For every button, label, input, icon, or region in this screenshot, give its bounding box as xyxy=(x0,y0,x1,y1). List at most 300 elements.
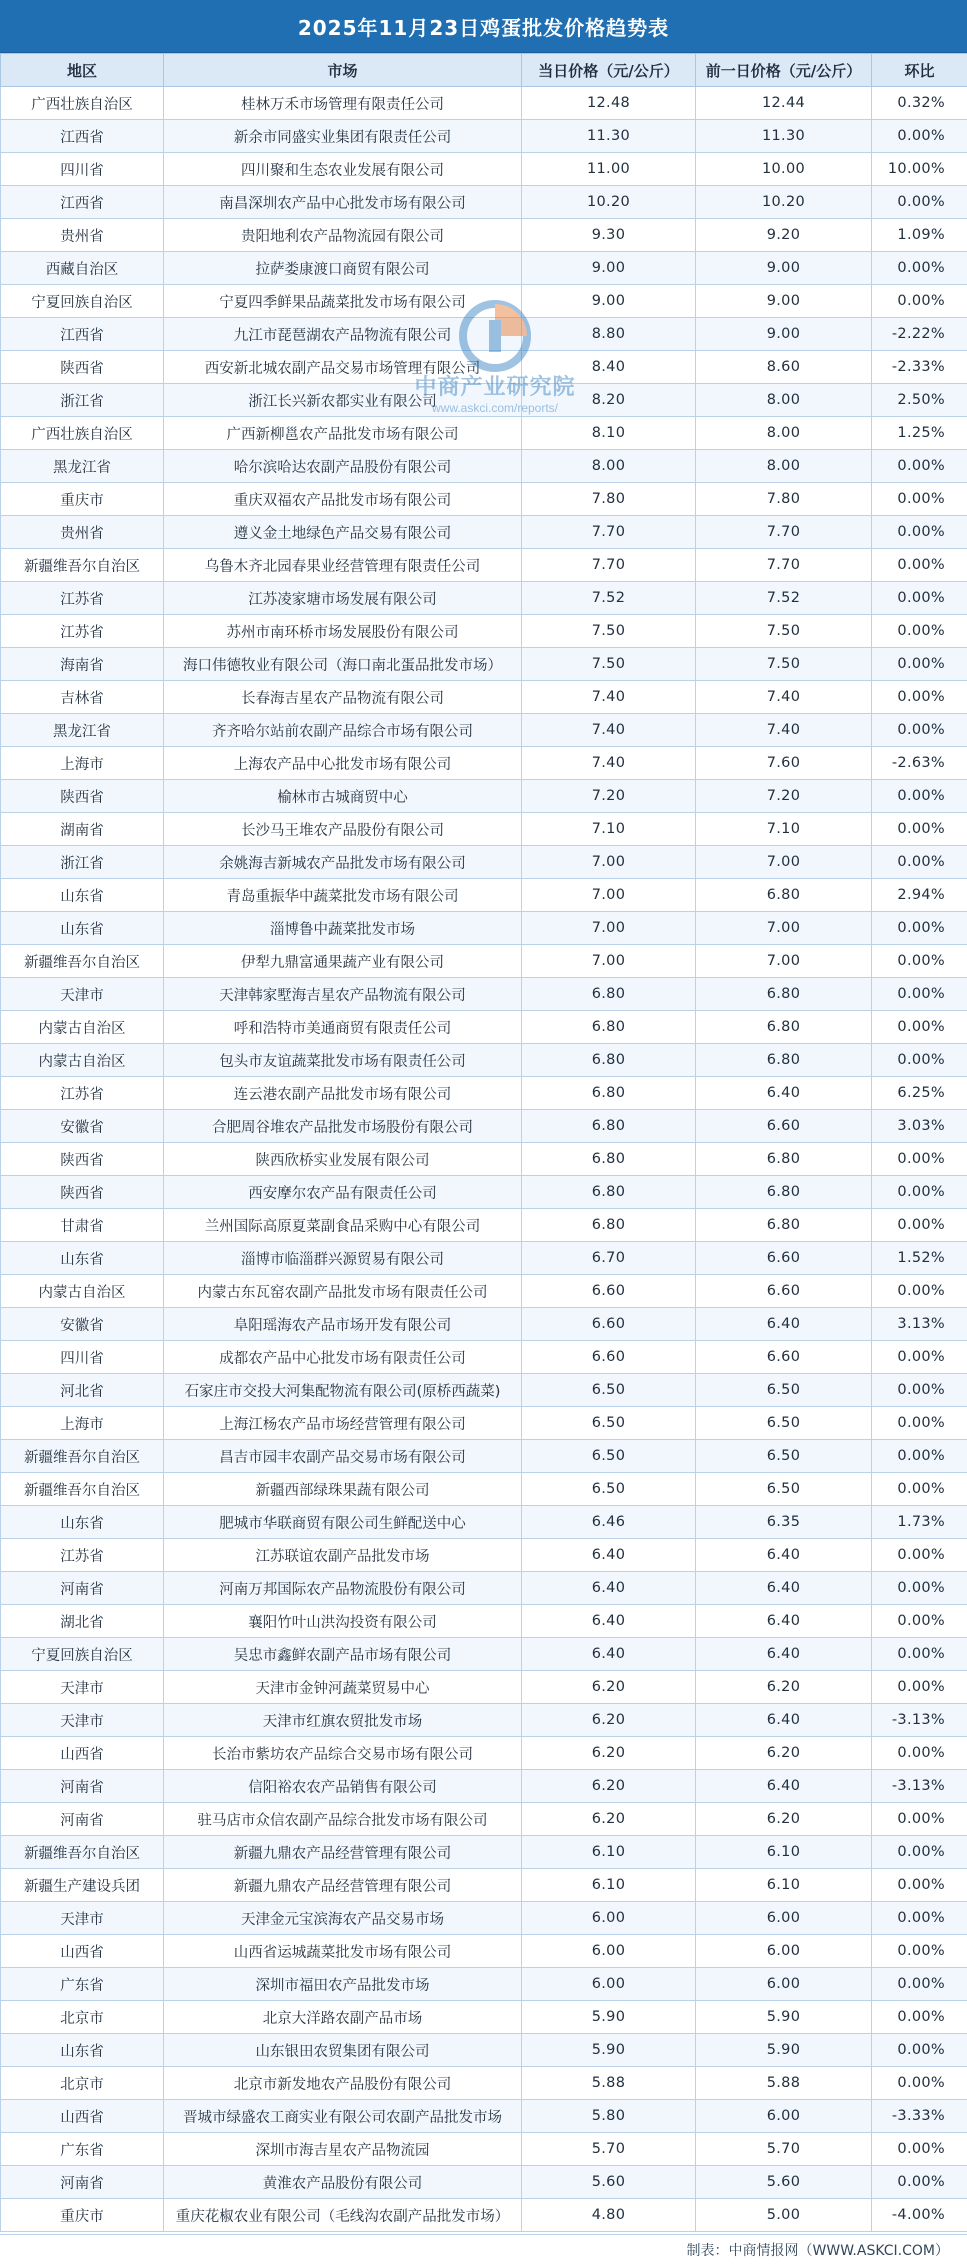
cell-today-price: 6.46 xyxy=(522,1506,696,1539)
cell-prev-price: 5.00 xyxy=(696,2199,872,2232)
table-row xyxy=(1,2001,967,2034)
table-row xyxy=(1,351,967,384)
cell-market: 榆林市古城商贸中心 xyxy=(164,780,522,813)
cell-market: 上海农产品中心批发市场有限公司 xyxy=(164,747,522,780)
cell-region: 山东省 xyxy=(1,912,164,945)
cell-market: 九江市琵琶湖农产品物流有限公司 xyxy=(164,318,522,351)
cell-market: 深圳市福田农产品批发市场 xyxy=(164,1968,522,2001)
table-row xyxy=(1,153,967,186)
cell-today-price: 10.20 xyxy=(522,186,696,219)
cell-today-price: 7.40 xyxy=(522,747,696,780)
cell-prev-price: 8.00 xyxy=(696,417,872,450)
cell-change: 0.00% xyxy=(872,1176,967,1209)
cell-change: 0.00% xyxy=(872,978,967,1011)
cell-prev-price: 6.80 xyxy=(696,978,872,1011)
cell-prev-price: 6.40 xyxy=(696,1770,872,1803)
cell-region: 山西省 xyxy=(1,1935,164,1968)
table-row xyxy=(1,516,967,549)
cell-change: -3.13% xyxy=(872,1770,967,1803)
cell-change: -2.22% xyxy=(872,318,967,351)
cell-change: 0.00% xyxy=(872,780,967,813)
cell-change: 1.25% xyxy=(872,417,967,450)
table-row xyxy=(1,681,967,714)
cell-prev-price: 7.50 xyxy=(696,648,872,681)
table-row xyxy=(1,1605,967,1638)
cell-region: 四川省 xyxy=(1,153,164,186)
cell-market: 阜阳瑶海农产品市场开发有限公司 xyxy=(164,1308,522,1341)
cell-today-price: 7.10 xyxy=(522,813,696,846)
cell-market: 石家庄市交投大河集配物流有限公司(原桥西蔬菜) xyxy=(164,1374,522,1407)
cell-region: 河南省 xyxy=(1,1572,164,1605)
table-header xyxy=(1,54,967,87)
table-row xyxy=(1,1638,967,1671)
cell-region: 宁夏回族自治区 xyxy=(1,285,164,318)
cell-today-price: 7.40 xyxy=(522,714,696,747)
cell-change: 0.00% xyxy=(872,2166,967,2199)
cell-prev-price: 7.80 xyxy=(696,483,872,516)
cell-region: 河南省 xyxy=(1,1803,164,1836)
table-row xyxy=(1,912,967,945)
cell-today-price: 6.50 xyxy=(522,1407,696,1440)
cell-today-price: 7.50 xyxy=(522,615,696,648)
cell-market: 晋城市绿盛农工商实业有限公司农副产品批发市场 xyxy=(164,2100,522,2133)
cell-change: 0.00% xyxy=(872,1011,967,1044)
cell-region: 上海市 xyxy=(1,1407,164,1440)
cell-today-price: 12.48 xyxy=(522,87,696,120)
cell-market: 长沙马王堆农产品股份有限公司 xyxy=(164,813,522,846)
cell-today-price: 11.00 xyxy=(522,153,696,186)
cell-prev-price: 6.00 xyxy=(696,1902,872,1935)
cell-change: 0.00% xyxy=(872,1803,967,1836)
cell-change: 0.00% xyxy=(872,1935,967,1968)
cell-prev-price: 7.50 xyxy=(696,615,872,648)
table-row xyxy=(1,1935,967,1968)
table-row xyxy=(1,1044,967,1077)
cell-market: 江苏联谊农副产品批发市场 xyxy=(164,1539,522,1572)
cell-region: 甘肃省 xyxy=(1,1209,164,1242)
cell-today-price: 11.30 xyxy=(522,120,696,153)
cell-market: 上海江杨农产品市场经营管理有限公司 xyxy=(164,1407,522,1440)
table-row xyxy=(1,1704,967,1737)
cell-today-price: 9.00 xyxy=(522,252,696,285)
cell-prev-price: 7.10 xyxy=(696,813,872,846)
cell-change: 0.00% xyxy=(872,2067,967,2100)
cell-region: 西藏自治区 xyxy=(1,252,164,285)
cell-region: 天津市 xyxy=(1,1671,164,1704)
cell-change: 0.00% xyxy=(872,1869,967,1902)
cell-change: 0.00% xyxy=(872,1473,967,1506)
table-row xyxy=(1,2199,967,2232)
table-row xyxy=(1,1968,967,2001)
cell-market: 淄博市临淄群兴源贸易有限公司 xyxy=(164,1242,522,1275)
cell-market: 伊犁九鼎富通果蔬产业有限公司 xyxy=(164,945,522,978)
table-row xyxy=(1,318,967,351)
cell-prev-price: 6.00 xyxy=(696,1935,872,1968)
cell-market: 兰州国际高原夏菜副食品采购中心有限公司 xyxy=(164,1209,522,1242)
cell-market: 驻马店市众信农副产品综合批发市场有限公司 xyxy=(164,1803,522,1836)
cell-market: 天津韩家墅海吉星农产品物流有限公司 xyxy=(164,978,522,1011)
cell-prev-price: 5.88 xyxy=(696,2067,872,2100)
cell-today-price: 7.52 xyxy=(522,582,696,615)
table-row xyxy=(1,846,967,879)
cell-prev-price: 12.44 xyxy=(696,87,872,120)
cell-market: 长春海吉星农产品物流有限公司 xyxy=(164,681,522,714)
cell-today-price: 6.80 xyxy=(522,1110,696,1143)
cell-region: 山东省 xyxy=(1,1506,164,1539)
cell-change: 0.00% xyxy=(872,2034,967,2067)
cell-market: 山西省运城蔬菜批发市场有限公司 xyxy=(164,1935,522,1968)
cell-change: 0.00% xyxy=(872,1143,967,1176)
cell-change: -4.00% xyxy=(872,2199,967,2232)
cell-region: 山西省 xyxy=(1,2100,164,2133)
cell-market: 新余市同盛实业集团有限责任公司 xyxy=(164,120,522,153)
cell-prev-price: 9.00 xyxy=(696,252,872,285)
cell-region: 吉林省 xyxy=(1,681,164,714)
cell-change: 3.03% xyxy=(872,1110,967,1143)
cell-prev-price: 6.50 xyxy=(696,1473,872,1506)
cell-today-price: 6.80 xyxy=(522,978,696,1011)
cell-prev-price: 6.50 xyxy=(696,1407,872,1440)
cell-change: 0.00% xyxy=(872,120,967,153)
cell-today-price: 8.00 xyxy=(522,450,696,483)
cell-region: 山西省 xyxy=(1,1737,164,1770)
cell-region: 新疆维吾尔自治区 xyxy=(1,549,164,582)
cell-change: 0.00% xyxy=(872,714,967,747)
cell-region: 安徽省 xyxy=(1,1308,164,1341)
cell-change: 2.94% xyxy=(872,879,967,912)
cell-today-price: 8.40 xyxy=(522,351,696,384)
cell-prev-price: 9.20 xyxy=(696,219,872,252)
cell-region: 广西壮族自治区 xyxy=(1,417,164,450)
table-row xyxy=(1,1539,967,1572)
cell-market: 黄淮农产品股份有限公司 xyxy=(164,2166,522,2199)
cell-change: -3.33% xyxy=(872,2100,967,2133)
cell-market: 陕西欣桥实业发展有限公司 xyxy=(164,1143,522,1176)
table-row xyxy=(1,2133,967,2166)
cell-today-price: 5.80 xyxy=(522,2100,696,2133)
cell-region: 重庆市 xyxy=(1,2199,164,2232)
cell-change: 0.00% xyxy=(872,945,967,978)
cell-change: 0.00% xyxy=(872,483,967,516)
cell-region: 黑龙江省 xyxy=(1,714,164,747)
cell-region: 江西省 xyxy=(1,318,164,351)
cell-change: 0.32% xyxy=(872,87,967,120)
cell-market: 四川聚和生态农业发展有限公司 xyxy=(164,153,522,186)
cell-prev-price: 6.20 xyxy=(696,1671,872,1704)
cell-prev-price: 7.40 xyxy=(696,681,872,714)
cell-today-price: 6.20 xyxy=(522,1803,696,1836)
table-row xyxy=(1,780,967,813)
table-row xyxy=(1,1242,967,1275)
cell-market: 西安摩尔农产品有限责任公司 xyxy=(164,1176,522,1209)
cell-today-price: 8.20 xyxy=(522,384,696,417)
cell-change: 2.50% xyxy=(872,384,967,417)
cell-region: 陕西省 xyxy=(1,351,164,384)
cell-market: 西安新北城农副产品交易市场管理有限公司 xyxy=(164,351,522,384)
cell-market: 青岛重振华中蔬菜批发市场有限公司 xyxy=(164,879,522,912)
watermark-url: www.askci.com/reports/ xyxy=(431,401,559,415)
cell-today-price: 6.00 xyxy=(522,1968,696,2001)
cell-market: 天津市金钟河蔬菜贸易中心 xyxy=(164,1671,522,1704)
cell-change: 0.00% xyxy=(872,516,967,549)
cell-market: 江苏凌家塘市场发展有限公司 xyxy=(164,582,522,615)
cell-today-price: 6.10 xyxy=(522,1869,696,1902)
cell-region: 江西省 xyxy=(1,120,164,153)
table-row xyxy=(1,252,967,285)
cell-prev-price: 6.20 xyxy=(696,1737,872,1770)
cell-change: 0.00% xyxy=(872,1341,967,1374)
cell-today-price: 7.80 xyxy=(522,483,696,516)
cell-change: 0.00% xyxy=(872,1836,967,1869)
cell-prev-price: 6.80 xyxy=(696,1176,872,1209)
cell-change: 1.52% xyxy=(872,1242,967,1275)
cell-region: 湖南省 xyxy=(1,813,164,846)
table-row xyxy=(1,1836,967,1869)
cell-today-price: 6.40 xyxy=(522,1605,696,1638)
cell-market: 新疆西部绿珠果蔬有限公司 xyxy=(164,1473,522,1506)
cell-today-price: 6.20 xyxy=(522,1704,696,1737)
table-row xyxy=(1,615,967,648)
table-row xyxy=(1,747,967,780)
header-row xyxy=(1,54,967,87)
cell-region: 浙江省 xyxy=(1,384,164,417)
cell-prev-price: 5.60 xyxy=(696,2166,872,2199)
cell-change: 0.00% xyxy=(872,912,967,945)
cell-change: 0.00% xyxy=(872,1407,967,1440)
cell-prev-price: 8.00 xyxy=(696,384,872,417)
cell-market: 包头市友谊蔬菜批发市场有限责任公司 xyxy=(164,1044,522,1077)
cell-region: 广东省 xyxy=(1,2133,164,2166)
table-row xyxy=(1,1473,967,1506)
cell-prev-price: 6.20 xyxy=(696,1803,872,1836)
cell-change: 10.00% xyxy=(872,153,967,186)
cell-change: 0.00% xyxy=(872,813,967,846)
cell-today-price: 6.40 xyxy=(522,1572,696,1605)
cell-prev-price: 6.50 xyxy=(696,1374,872,1407)
cell-today-price: 6.00 xyxy=(522,1902,696,1935)
table-row xyxy=(1,1869,967,1902)
cell-today-price: 7.70 xyxy=(522,516,696,549)
cell-prev-price: 6.40 xyxy=(696,1638,872,1671)
cell-market: 天津金元宝滨海农产品交易市场 xyxy=(164,1902,522,1935)
cell-change: 0.00% xyxy=(872,1440,967,1473)
cell-prev-price: 6.80 xyxy=(696,1209,872,1242)
table-row xyxy=(1,186,967,219)
cell-today-price: 5.90 xyxy=(522,2034,696,2067)
cell-prev-price: 6.80 xyxy=(696,1044,872,1077)
cell-market: 贵阳地利农产品物流园有限公司 xyxy=(164,219,522,252)
cell-prev-price: 8.00 xyxy=(696,450,872,483)
cell-market: 新疆九鼎农产品经营管理有限公司 xyxy=(164,1869,522,1902)
cell-change: 0.00% xyxy=(872,2133,967,2166)
cell-prev-price: 6.60 xyxy=(696,1242,872,1275)
cell-market: 深圳市海吉星农产品物流园 xyxy=(164,2133,522,2166)
cell-market: 昌吉市园丰农副产品交易市场有限公司 xyxy=(164,1440,522,1473)
cell-today-price: 6.50 xyxy=(522,1473,696,1506)
header-change: 环比 xyxy=(872,54,967,87)
cell-change: 0.00% xyxy=(872,1275,967,1308)
table-row xyxy=(1,1902,967,1935)
table-row xyxy=(1,2166,967,2199)
cell-region: 浙江省 xyxy=(1,846,164,879)
cell-today-price: 6.20 xyxy=(522,1737,696,1770)
cell-region: 陕西省 xyxy=(1,780,164,813)
cell-prev-price: 5.70 xyxy=(696,2133,872,2166)
cell-region: 北京市 xyxy=(1,2001,164,2034)
cell-today-price: 6.80 xyxy=(522,1176,696,1209)
cell-change: -3.13% xyxy=(872,1704,967,1737)
cell-change: 0.00% xyxy=(872,186,967,219)
table-row xyxy=(1,1374,967,1407)
table-row xyxy=(1,1143,967,1176)
cell-prev-price: 11.30 xyxy=(696,120,872,153)
cell-today-price: 7.70 xyxy=(522,549,696,582)
cell-prev-price: 7.20 xyxy=(696,780,872,813)
cell-region: 上海市 xyxy=(1,747,164,780)
cell-prev-price: 6.50 xyxy=(696,1440,872,1473)
cell-today-price: 6.60 xyxy=(522,1308,696,1341)
table-row xyxy=(1,2067,967,2100)
table-row xyxy=(1,1176,967,1209)
table-row xyxy=(1,813,967,846)
cell-prev-price: 6.40 xyxy=(696,1704,872,1737)
cell-region: 广西壮族自治区 xyxy=(1,87,164,120)
cell-today-price: 6.80 xyxy=(522,1011,696,1044)
cell-region: 海南省 xyxy=(1,648,164,681)
table-row xyxy=(1,1671,967,1704)
cell-today-price: 7.00 xyxy=(522,846,696,879)
cell-region: 新疆维吾尔自治区 xyxy=(1,1440,164,1473)
cell-market: 连云港农副产品批发市场有限公司 xyxy=(164,1077,522,1110)
cell-region: 河北省 xyxy=(1,1374,164,1407)
cell-change: 0.00% xyxy=(872,1374,967,1407)
cell-change: 0.00% xyxy=(872,582,967,615)
cell-market: 遵义金土地绿色产品交易有限公司 xyxy=(164,516,522,549)
cell-today-price: 6.60 xyxy=(522,1275,696,1308)
cell-region: 内蒙古自治区 xyxy=(1,1044,164,1077)
cell-region: 天津市 xyxy=(1,1902,164,1935)
cell-prev-price: 10.20 xyxy=(696,186,872,219)
cell-region: 广东省 xyxy=(1,1968,164,2001)
table-row xyxy=(1,120,967,153)
cell-region: 内蒙古自治区 xyxy=(1,1275,164,1308)
cell-market: 苏州市南环桥市场发展股份有限公司 xyxy=(164,615,522,648)
cell-prev-price: 6.80 xyxy=(696,879,872,912)
table-row xyxy=(1,978,967,1011)
cell-prev-price: 6.60 xyxy=(696,1110,872,1143)
cell-today-price: 6.80 xyxy=(522,1143,696,1176)
cell-prev-price: 6.35 xyxy=(696,1506,872,1539)
table-row xyxy=(1,450,967,483)
cell-prev-price: 6.40 xyxy=(696,1077,872,1110)
table-body xyxy=(1,87,967,2232)
cell-prev-price: 6.00 xyxy=(696,2100,872,2133)
cell-region: 河南省 xyxy=(1,1770,164,1803)
table-row xyxy=(1,1209,967,1242)
cell-region: 湖北省 xyxy=(1,1605,164,1638)
cell-region: 山东省 xyxy=(1,1242,164,1275)
cell-prev-price: 6.10 xyxy=(696,1869,872,1902)
cell-prev-price: 6.10 xyxy=(696,1836,872,1869)
table-row xyxy=(1,714,967,747)
header-market: 市场 xyxy=(164,54,522,87)
cell-prev-price: 6.60 xyxy=(696,1341,872,1374)
cell-prev-price: 6.40 xyxy=(696,1605,872,1638)
cell-prev-price: 5.90 xyxy=(696,2001,872,2034)
cell-market: 拉萨娄康渡口商贸有限公司 xyxy=(164,252,522,285)
table-row xyxy=(1,1506,967,1539)
cell-market: 桂林万禾市场管理有限责任公司 xyxy=(164,87,522,120)
cell-change: 0.00% xyxy=(872,1737,967,1770)
cell-market: 肥城市华联商贸有限公司生鲜配送中心 xyxy=(164,1506,522,1539)
cell-change: 0.00% xyxy=(872,846,967,879)
cell-today-price: 8.80 xyxy=(522,318,696,351)
cell-market: 齐齐哈尔站前农副产品综合市场有限公司 xyxy=(164,714,522,747)
cell-region: 重庆市 xyxy=(1,483,164,516)
cell-change: 0.00% xyxy=(872,1539,967,1572)
table-row xyxy=(1,1737,967,1770)
cell-prev-price: 6.40 xyxy=(696,1539,872,1572)
cell-market: 呼和浩特市美通商贸有限责任公司 xyxy=(164,1011,522,1044)
cell-prev-price: 7.60 xyxy=(696,747,872,780)
cell-today-price: 5.88 xyxy=(522,2067,696,2100)
cell-prev-price: 7.70 xyxy=(696,516,872,549)
cell-market: 重庆双福农产品批发市场有限公司 xyxy=(164,483,522,516)
cell-today-price: 8.10 xyxy=(522,417,696,450)
cell-today-price: 6.60 xyxy=(522,1341,696,1374)
cell-market: 宁夏四季鲜果品蔬菜批发市场有限公司 xyxy=(164,285,522,318)
cell-market: 合肥周谷堆农产品批发市场股份有限公司 xyxy=(164,1110,522,1143)
cell-market: 重庆花椒农业有限公司（毛线沟农副产品批发市场） xyxy=(164,2199,522,2232)
cell-today-price: 7.00 xyxy=(522,879,696,912)
cell-today-price: 7.50 xyxy=(522,648,696,681)
cell-region: 宁夏回族自治区 xyxy=(1,1638,164,1671)
cell-region: 陕西省 xyxy=(1,1143,164,1176)
cell-change: 0.00% xyxy=(872,1968,967,2001)
cell-change: 3.13% xyxy=(872,1308,967,1341)
cell-change: 0.00% xyxy=(872,1044,967,1077)
cell-prev-price: 6.40 xyxy=(696,1308,872,1341)
cell-change: 0.00% xyxy=(872,681,967,714)
table-title: 2025年11月23日鸡蛋批发价格趋势表 xyxy=(0,0,967,53)
cell-today-price: 6.40 xyxy=(522,1539,696,1572)
watermark-name: 中商产业研究院 xyxy=(414,375,576,400)
cell-region: 北京市 xyxy=(1,2067,164,2100)
cell-region: 新疆生产建设兵团 xyxy=(1,1869,164,1902)
table-row xyxy=(1,219,967,252)
table-row xyxy=(1,1308,967,1341)
cell-market: 襄阳竹叶山洪沟投资有限公司 xyxy=(164,1605,522,1638)
cell-today-price: 9.00 xyxy=(522,285,696,318)
cell-today-price: 6.70 xyxy=(522,1242,696,1275)
cell-region: 江苏省 xyxy=(1,1077,164,1110)
cell-prev-price: 6.60 xyxy=(696,1275,872,1308)
cell-today-price: 7.20 xyxy=(522,780,696,813)
cell-change: 1.73% xyxy=(872,1506,967,1539)
table-row xyxy=(1,648,967,681)
table-row xyxy=(1,417,967,450)
cell-region: 江苏省 xyxy=(1,615,164,648)
cell-region: 四川省 xyxy=(1,1341,164,1374)
cell-market: 成都农产品中心批发市场有限责任公司 xyxy=(164,1341,522,1374)
cell-region: 山东省 xyxy=(1,2034,164,2067)
cell-prev-price: 9.00 xyxy=(696,285,872,318)
table-row xyxy=(1,1011,967,1044)
cell-change: 6.25% xyxy=(872,1077,967,1110)
cell-today-price: 5.70 xyxy=(522,2133,696,2166)
table-row xyxy=(1,483,967,516)
cell-prev-price: 7.52 xyxy=(696,582,872,615)
